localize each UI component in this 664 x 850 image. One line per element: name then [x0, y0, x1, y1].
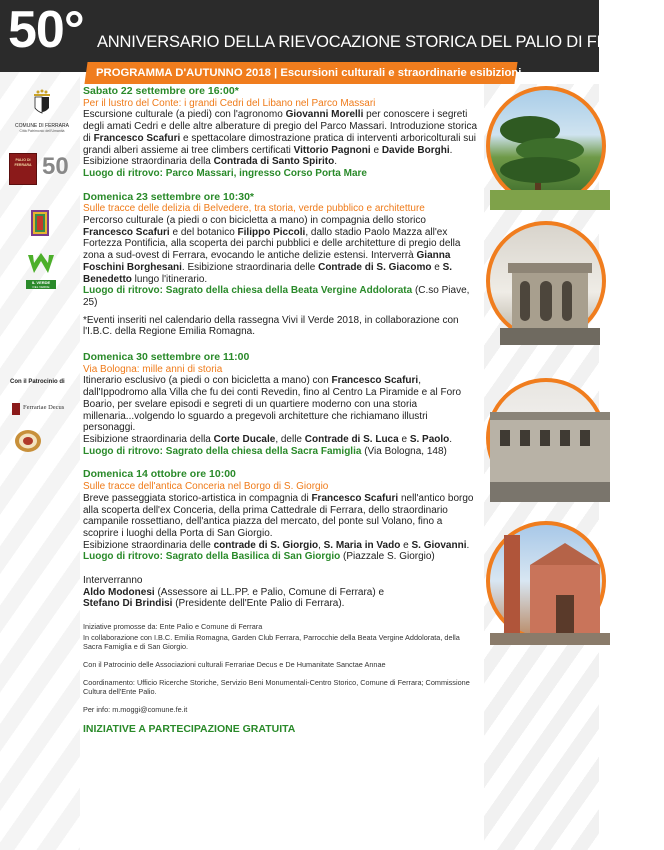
text: . [334, 156, 337, 168]
event-date: Domenica 14 ottobre ore 10:00 [83, 468, 236, 481]
contrada-name: Contrada di Santo Spirito [213, 156, 335, 168]
text: , delle [275, 433, 305, 445]
verde-label-2: DEL VERDE [26, 285, 56, 289]
text: Esibizione straordinaria delle [83, 539, 214, 551]
meeting-label: Luogo di ritrovo: [83, 285, 163, 297]
left-stripe-decoration [0, 72, 80, 850]
contrada-name: S. Paolo [409, 433, 450, 445]
decorative-emblem [30, 209, 50, 237]
event-meeting-point [83, 285, 478, 308]
text: Esibizione straordinaria della [83, 433, 214, 445]
event-2 [83, 192, 478, 309]
comune-name: COMUNE DI FERRARA [15, 123, 69, 129]
person-name: Vittorio Pagnoni [293, 144, 371, 156]
text: e [370, 144, 382, 156]
meeting-label: Luogo di ritrovo: [83, 445, 163, 457]
contrada-name: Contrade di S. Luca [304, 433, 399, 445]
credits-section [83, 622, 478, 714]
meeting-address: (Piazzale S. Giorgio) [340, 551, 435, 563]
tree-icon [490, 90, 610, 210]
anniversary-number: 50° [8, 1, 84, 59]
meeting-place: Sagrato della Basilica di San Giorgio [163, 551, 341, 563]
text: Percorso culturale (a piedi o con bicicletta a mano) in compagnia dello storico [83, 215, 426, 227]
speaker-name: Aldo Modonesi [83, 586, 155, 598]
program-band [84, 62, 522, 84]
text: Breve passeggiata storico-artistica in compagnia di [83, 492, 312, 504]
coat-of-arms-icon [24, 88, 60, 118]
person-name: Davide Borghi [381, 144, 450, 156]
event-1 [83, 86, 478, 180]
program-content [83, 86, 478, 736]
speaker-name: Stefano Di Brindisi [83, 598, 173, 610]
text: Escursione culturale (a piedi) con l'agronomo [83, 109, 286, 121]
meeting-address: (C.so Piave, 25) [83, 285, 470, 308]
decus-name: Ferrariae Decus [23, 404, 65, 411]
building-icon [490, 382, 610, 502]
event-date: Domenica 30 settembre ore 11:00 [83, 351, 250, 364]
event-4 [83, 469, 478, 563]
text: . Esibizione straordinaria delle [181, 261, 319, 273]
contrada-name: S. Benedetto [83, 261, 453, 285]
text: e del botanico [169, 226, 238, 238]
meeting-place: Sagrato della chiesa della Beata Vergine Addolorata [163, 285, 413, 297]
via-bologna-building-photo [486, 378, 606, 498]
text: , [318, 539, 324, 551]
text: , dallo stadio Paolo Mazza all'ex Fortezza Pontificia, alla scoperta dei parchi pubblici e delle architetture di pregio della zona a sud-ovest di Ferrara, evocando le antiche delizie estensi. Interverrà [83, 226, 461, 262]
text: Esibizione straordinaria della [83, 156, 214, 168]
seal-icon [13, 428, 43, 454]
meeting-place: Sagrato della chiesa della Sacra Famiglia [163, 445, 362, 457]
text: Itinerario esclusivo (a piedi o con bicicletta a mano) con [83, 375, 332, 387]
contrada-name: S. Giovanni [411, 539, 467, 551]
speaker-role: (Assessore ai LL.PP. e Palio, Comune di Ferrara) e [154, 586, 385, 598]
belvedere-pavilion-photo [486, 221, 606, 341]
text: e spettacolare dimostrazione pratica di interventi arboricolturali sui grandi alberi assieme ai tree climbers certificati [83, 132, 476, 156]
text: . [449, 433, 453, 445]
ferrariae-decus-logo [12, 402, 78, 416]
patronage: Con il Patrocinio delle Associazioni culturali Ferrariae Decus e De Humanitate Sanctae Annae [83, 660, 386, 670]
event-subtitle: Sulle tracce delle delizia di Belvedere, tra storia, verde pubblico e architetture [83, 203, 425, 215]
collaboration: In collaborazione con I.B.C. Emilia Romagna, Garden Club Ferrara, Parrocchie della Beata Vergine Addolorata, della Sacra Famiglia e di San Giorgio. [83, 633, 460, 652]
speakers-section [83, 575, 478, 610]
text: e [431, 261, 443, 273]
event-description [83, 493, 478, 540]
contrada-name: S. Maria in Vado [323, 539, 401, 551]
humanitate-logo [13, 428, 43, 454]
event-description [83, 375, 478, 434]
meeting-address: (Via Bologna, 148) [361, 445, 447, 457]
w-leaf-icon [26, 253, 56, 275]
verde-logo [26, 253, 56, 289]
event-subtitle: Sulle tracce dell'antica Conceria nel Borgo di S. Giorgio [83, 481, 329, 493]
event-description [83, 215, 478, 285]
speaker-2 [83, 598, 478, 610]
event-exhibition [83, 434, 478, 446]
text: . [466, 539, 470, 551]
text: nell'antico borgo alla scoperta dell'ex Conceria, della prima Cattedrale di Ferrara, dello straordinario campanile rossettiano, dell'antica piazza del mercato, del ponte sul Volano, fino a scoprire i luoghi della Porta di San Giorgio. [83, 492, 474, 539]
speaker-role: (Presidente dell'Ente Palio di Ferrara). [172, 598, 345, 610]
event-3 [83, 352, 478, 457]
event-exhibition [83, 156, 478, 168]
page-title: ANNIVERSARIO DELLA RIEVOCAZIONE STORICA DEL PALIO DI FERRARA [97, 33, 664, 51]
pavilion-icon [490, 225, 610, 345]
meeting-place: Parco Massari, ingresso Corso Porta Mare [163, 167, 367, 179]
promoted-by: Iniziative promosse da: Ente Palio e Comune di Ferrara [83, 622, 263, 632]
vivi-il-verde-note: *Eventi inseriti nel calendario della rassegna Vivi il Verde 2018, in collaborazione con l'I.B.C. della Regione Emilia Romagna. [83, 314, 459, 338]
event-exhibition [83, 540, 478, 552]
palio-badge-text: PALIO DI FERRARA [14, 158, 32, 167]
person-name: Francesco Scafuri [93, 132, 181, 144]
palio-badge [9, 153, 37, 185]
contrada-name: contrade di S. Giorgio [213, 539, 319, 551]
meeting-label: Luogo di ritrovo: [83, 167, 163, 179]
verde-label-1: IL VERDE [26, 280, 56, 285]
text: , dall'Ippodromo alla Villa che fu dei conti Revedin, fino al Centro La Piramide e al Foro Boario, per svelare episodi e segreti di un quartiere moderno con una storia millenaria...volgendo lo sguardo a pregevoli architetture che richiamano illustri personaggi. [83, 375, 462, 434]
person-name: Francesco Scafuri [83, 226, 170, 238]
event-subtitle: Per il lustro del Conte: i grandi Cedri del Libano nel Parco Massari [83, 97, 376, 109]
text: e [398, 433, 410, 445]
church-icon [490, 525, 610, 645]
event-date: Domenica 23 settembre ore 10:30* [83, 190, 254, 203]
palio-logo [9, 153, 73, 185]
free-participation-label: INIZIATIVE A PARTECIPAZIONE GRATUITA [83, 723, 296, 736]
comune-subtitle: Città Patrimonio dell'Umanità [19, 129, 65, 133]
meeting-label: Luogo di ritrovo: [83, 551, 163, 563]
person-name: Filippo Piccoli [237, 226, 306, 238]
comune-ferrara-logo [15, 88, 69, 134]
text: per conoscere i segreti degli amati Cedri e delle altre alberature di pregio del Parco Massari. Introduzione storica di [83, 109, 478, 144]
person-name: Gianna Foschini Borghesani [83, 250, 451, 273]
event-subtitle: Via Bologna: mille anni di storia [83, 363, 223, 375]
person-name: Francesco Scafuri [311, 492, 399, 504]
contrada-name: Contrade di S. Giacomo [318, 261, 432, 273]
person-name: Giovanni Morelli [285, 109, 364, 121]
cedar-tree-photo [486, 86, 606, 206]
patrocinio-label: Con il Patrocinio di [10, 379, 65, 385]
event-meeting-point [83, 551, 478, 563]
heraldic-banner-icon [30, 209, 50, 237]
decus-mark-icon [12, 403, 20, 415]
text: e [400, 539, 412, 551]
event-meeting-point [83, 446, 478, 458]
text: lungo l'itinerario. [131, 273, 208, 285]
speaker-1 [83, 587, 478, 599]
coordination: Coordinamento: Ufficio Ricerche Storiche, Servizio Beni Monumentali-Centro Storico, Comune di Ferrara; Commissione Cultura dell'Ente Palio. [83, 678, 470, 697]
event-description [83, 109, 478, 156]
event-date: Sabato 22 settembre ore 16:00* [83, 85, 239, 97]
text: . [449, 144, 453, 156]
person-name: Francesco Scafuri [331, 375, 419, 387]
program-band-text: PROGRAMMA D'AUTUNNO 2018 | Escursioni culturali e straordinarie esibizioni [96, 67, 522, 79]
fifty-logo-number: 50 [42, 153, 69, 180]
speakers-label: Interverranno [83, 575, 143, 587]
info-contact: Per info: m.moggi@comune.fe.it [83, 705, 188, 715]
event-meeting-point [83, 168, 478, 180]
contrada-name: Corte Ducale [213, 433, 276, 445]
san-giorgio-basilica-photo [486, 521, 606, 641]
